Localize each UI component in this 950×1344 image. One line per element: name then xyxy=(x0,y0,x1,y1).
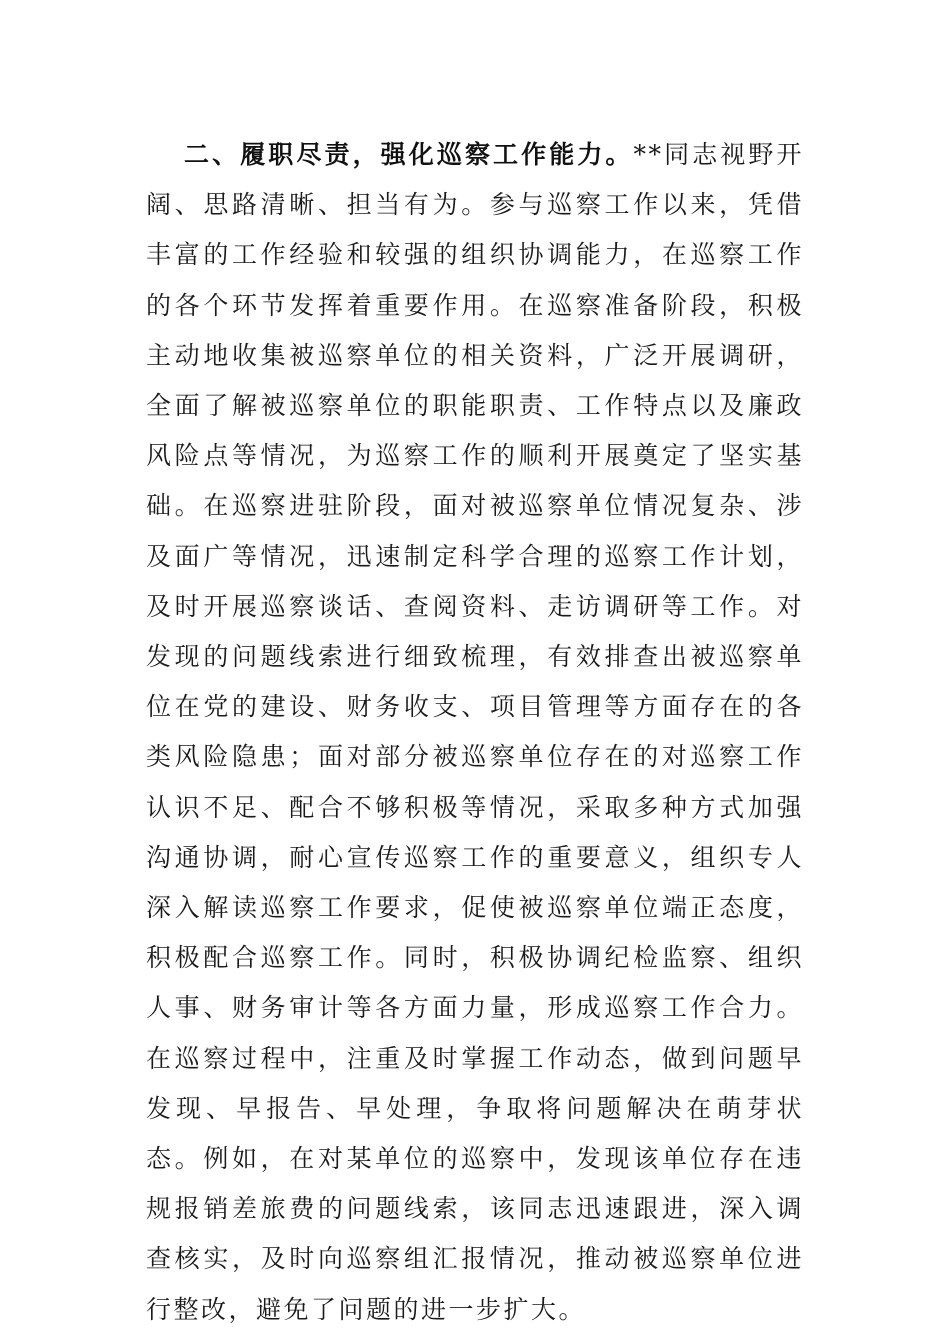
paragraph-text: **同志视野开阔、思路清晰、担当有为。参与巡察工作以来，凭借丰富的工作经验和较强的组织协调能力，在巡察工作的各个环节发挥着重要作用。在巡察准备阶段，积极主动地收集被巡察单位的相关资料，广泛开展调研，全面了解被巡察单位的职能职责、工作特点以及廉政风险点等情况，为巡察工作的顺利开展奠定了坚实基础。在巡察进驻阶段，面对被巡察单位情况复杂、涉及面广等情况，迅速制定科学合理的巡察工作计划，及时开展巡察谈话、查阅资料、走访调研等工作。对发现的问题线索进行细致梳理，有效排查出被巡察单位在党的建设、财务收支、项目管理等方面存在的各类风险隐患；面对部分被巡察单位存在的对巡察工作认识不足、配合不够积极等情况，采取多种方式加强沟通协调，耐心宣传巡察工作的重要意义，组织专人深入解读巡察工作要求，促使被巡察单位端正态度，积极配合巡察工作。同时，积极协调纪检监察、组织人事、财务审计等各方面力量，形成巡察工作合力。在巡察过程中，注重及时掌握工作动态，做到问题早发现、早报告、早处理，争取将问题解决在萌芽状态。例如，在对某单位的巡察中，发现该单位存在违规报销差旅费的问题线索，该同志迅速跟进，深入调查核实，及时向巡察组汇报情况，推动被巡察单位进行整改，避免了问题的进一步扩大。 xyxy=(146,140,804,1324)
body-paragraph xyxy=(146,130,804,1335)
section-heading: 二、履职尽责，强化巡察工作能力。 xyxy=(184,140,634,169)
